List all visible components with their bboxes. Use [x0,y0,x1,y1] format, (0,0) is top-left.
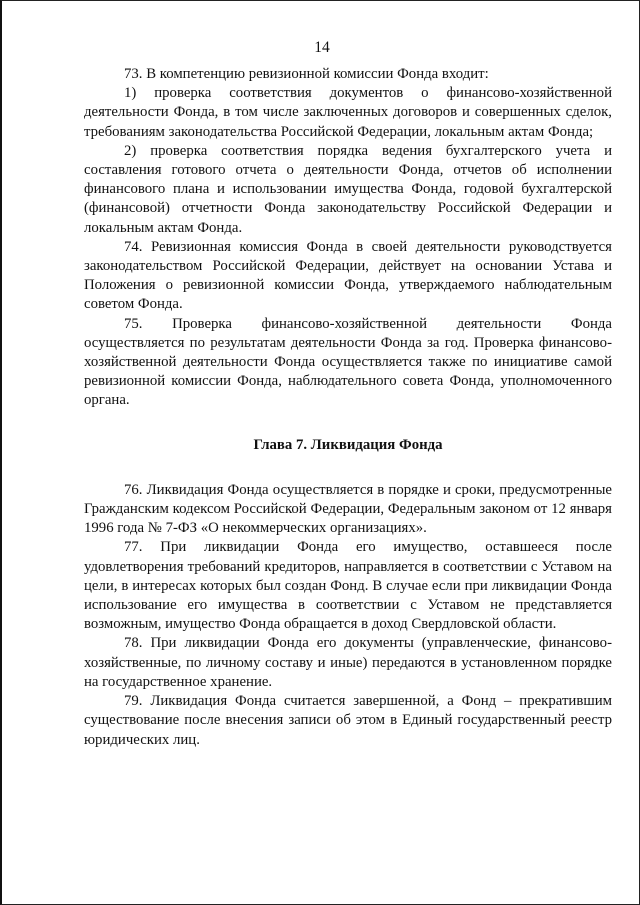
paragraph-76: 76. Ликвидация Фонда осуществляется в порядке и сроки, предусмотренные Гражданским кодексом Российской Федерации, Федеральным законом от 12 января 1996 года № 7-ФЗ «О некоммерческих организациях». [84,481,612,537]
paragraph-75: 75. Проверка финансово-хозяйственной деятельности Фонда осуществляется по результатам деятельности Фонда за год. Проверка финансово-хозяйственной деятельности Фонда осуществляется также по инициативе самой ревизионной комиссии Фонда, наблюдательного совета Фонда, уполномоченного органа. [84,315,612,409]
paragraph-77: 77. При ликвидации Фонда его имущество, оставшееся после удовлетворения требований кредиторов, направляется в соответствии с Уставом на цели, в интересах которых был создан Фонд. В случае если при ликвидации Фонда использование его имущества в соответствии с Уставом не представляется возможным, имущество Фонда обращается в доход Свердловской области. [84,539,612,633]
document-body [84,65,612,750]
paragraph-73: 73. В компетенцию ревизионной комиссии Фонда входит: [124,66,489,82]
paragraph-73-item-2: 2) проверка соответствия порядка ведения бухгалтерского учета и составления готового отчета о деятельности Фонда, отчетов об исполнении финансового плана и использовании имущества Фонда, годовой бухгалтерской (финансовой) отчетности Фонда законодательству Российской Федерации и локальным актам Фонда. [84,142,612,236]
page-number: 14 [314,39,330,56]
paragraph-73-item-1: 1) проверка соответствия документов о финансово-хозяйственной деятельности Фонда, в том числе заключенных договоров и совершенных сделок, требованиям законодательства Российской Федерации, локальным актам Фонда; [84,85,612,140]
chapter-heading: Глава 7. Ликвидация Фонда [253,436,443,453]
paragraph-79: 79. Ликвидация Фонда считается завершенной, а Фонд – прекратившим существование после внесения записи об этом в Единый государственный реестр юридических лиц. [84,693,612,748]
paragraph-78: 78. При ликвидации Фонда его документы (управленческие, финансово-хозяйственные, по личному составу и иные) передаются в установленном порядке на государственное хранение. [84,635,612,690]
paragraph-74: 74. Ревизионная комиссия Фонда в своей деятельности руководствуется законодательством Российской Федерации, действует на основании Устава и Положения о ревизионной комиссии Фонда, утверждаемого наблюдательным советом Фонда. [84,238,612,313]
